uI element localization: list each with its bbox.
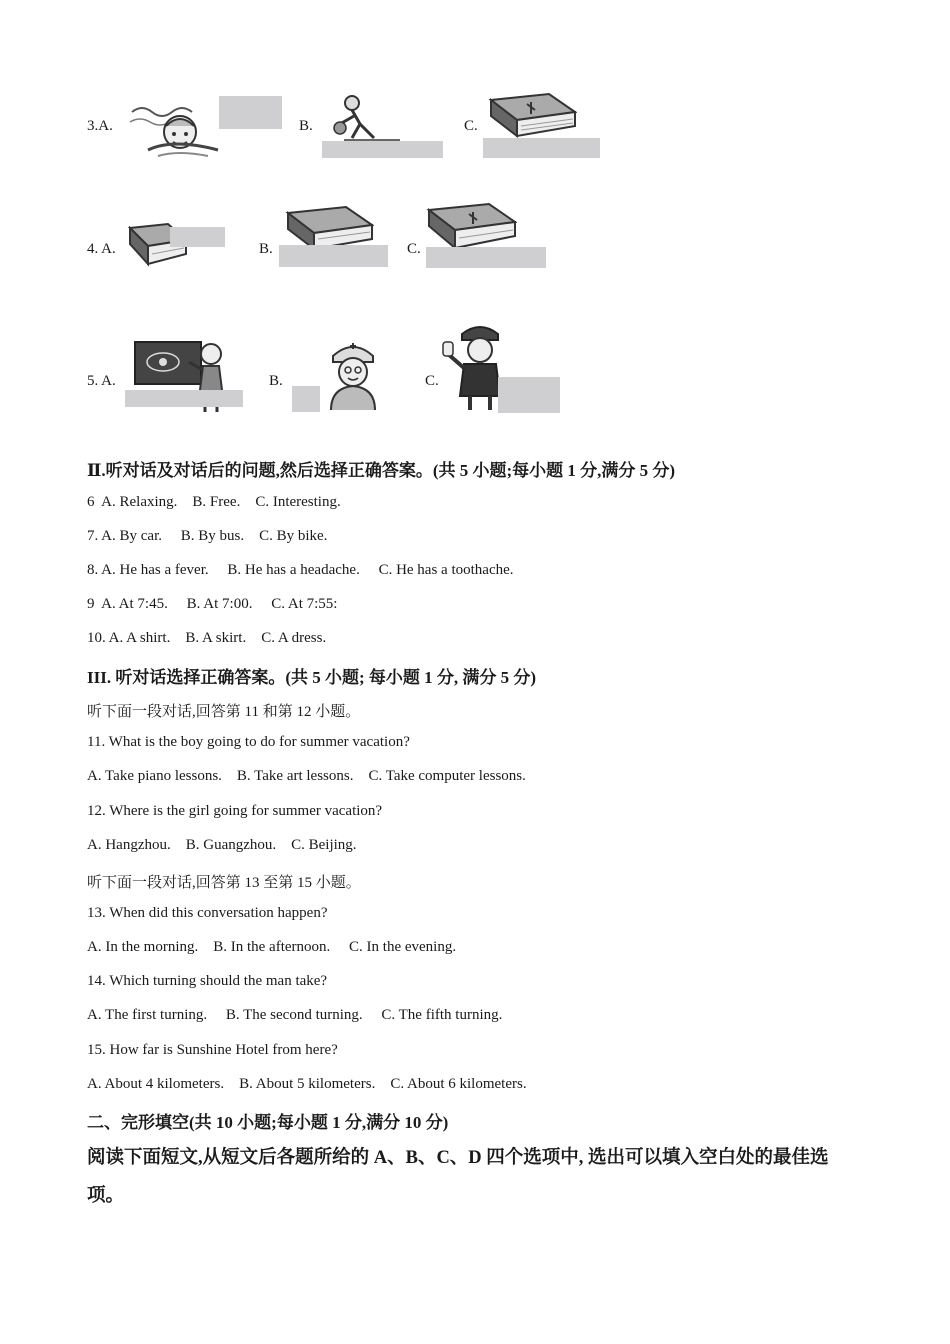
dialogue-intro-13-15: 听下面一段对话,回答第 13 至第 15 小题。: [87, 875, 361, 891]
redaction-box: [426, 247, 546, 268]
question-14-options: A. The first turning. B. The second turning. C. The fifth turning.: [87, 1007, 503, 1023]
question-12-options: A. Hangzhou. B. Guangzhou. C. Beijing.: [87, 837, 357, 853]
part2-heading: 二、完形填空(共 10 小题;每小题 1 分,满分 10 分): [87, 1113, 449, 1132]
row3-label: 3.A.: [87, 118, 113, 134]
redaction-box: [125, 390, 243, 407]
row4-option-c-label: C.: [407, 241, 421, 257]
question-13: 13. When did this conversation happen?: [87, 905, 328, 921]
book-icon: [425, 202, 517, 252]
question-6: 6 A. Relaxing. B. Free. C. Interesting.: [87, 494, 341, 510]
redaction-box: [322, 141, 443, 158]
part2-instruction-line1: 阅读下面短文,从短文后各题所给的 A、B、C、D 四个选项中, 选出可以填入空白处的最佳选: [87, 1148, 829, 1168]
doctor-icon: [313, 340, 393, 412]
row4-label: 4. A.: [87, 241, 116, 257]
redaction-box: [498, 377, 560, 413]
question-14: 14. Which turning should the man take?: [87, 973, 328, 989]
row5-option-c-label: C.: [425, 373, 439, 389]
redaction-box: [279, 245, 388, 267]
row5-label: 5. A.: [87, 373, 116, 389]
row4-option-b-label: B.: [259, 241, 273, 257]
section2-heading: Ⅱ.听对话及对话后的问题,然后选择正确答案。(共 5 小题;每小题 1 分,满分 5 分): [87, 461, 676, 480]
redaction-box: [483, 138, 600, 158]
question-10: 10. A. A shirt. B. A skirt. C. A dress.: [87, 630, 327, 646]
row3-option-b-label: B.: [299, 118, 313, 134]
question-12: 12. Where is the girl going for summer vacation?: [87, 803, 383, 819]
row3-option-c-label: C.: [464, 118, 478, 134]
question-15-options: A. About 4 kilometers. B. About 5 kilometers. C. About 6 kilometers.: [87, 1076, 527, 1092]
question-11: 11. What is the boy going to do for summer vacation?: [87, 734, 410, 750]
question-13-options: A. In the morning. B. In the afternoon. C. In the evening.: [87, 939, 457, 955]
book-icon: [487, 92, 577, 140]
question-9: 9 A. At 7:45. B. At 7:00. C. At 7:55:: [87, 596, 338, 612]
part2-instruction-line2: 项。: [87, 1186, 125, 1206]
basketball-player-icon: [330, 94, 410, 144]
swimmer-icon: [128, 92, 228, 160]
redaction-box: [292, 386, 320, 412]
redaction-box: [219, 96, 282, 129]
question-8: 8. A. He has a fever. B. He has a headache. C. He has a toothache.: [87, 562, 514, 578]
dialogue-intro-11-12: 听下面一段对话,回答第 11 和第 12 小题。: [87, 704, 361, 720]
row5-option-b-label: B.: [269, 373, 283, 389]
question-15: 15. How far is Sunshine Hotel from here?: [87, 1042, 338, 1058]
redaction-box: [170, 227, 225, 247]
question-7: 7. A. By car. B. By bus. C. By bike.: [87, 528, 328, 544]
section3-heading: III. 听对话选择正确答案。(共 5 小题; 每小题 1 分, 满分 5 分): [87, 668, 537, 687]
question-11-options: A. Take piano lessons. B. Take art lessons. C. Take computer lessons.: [87, 768, 526, 784]
